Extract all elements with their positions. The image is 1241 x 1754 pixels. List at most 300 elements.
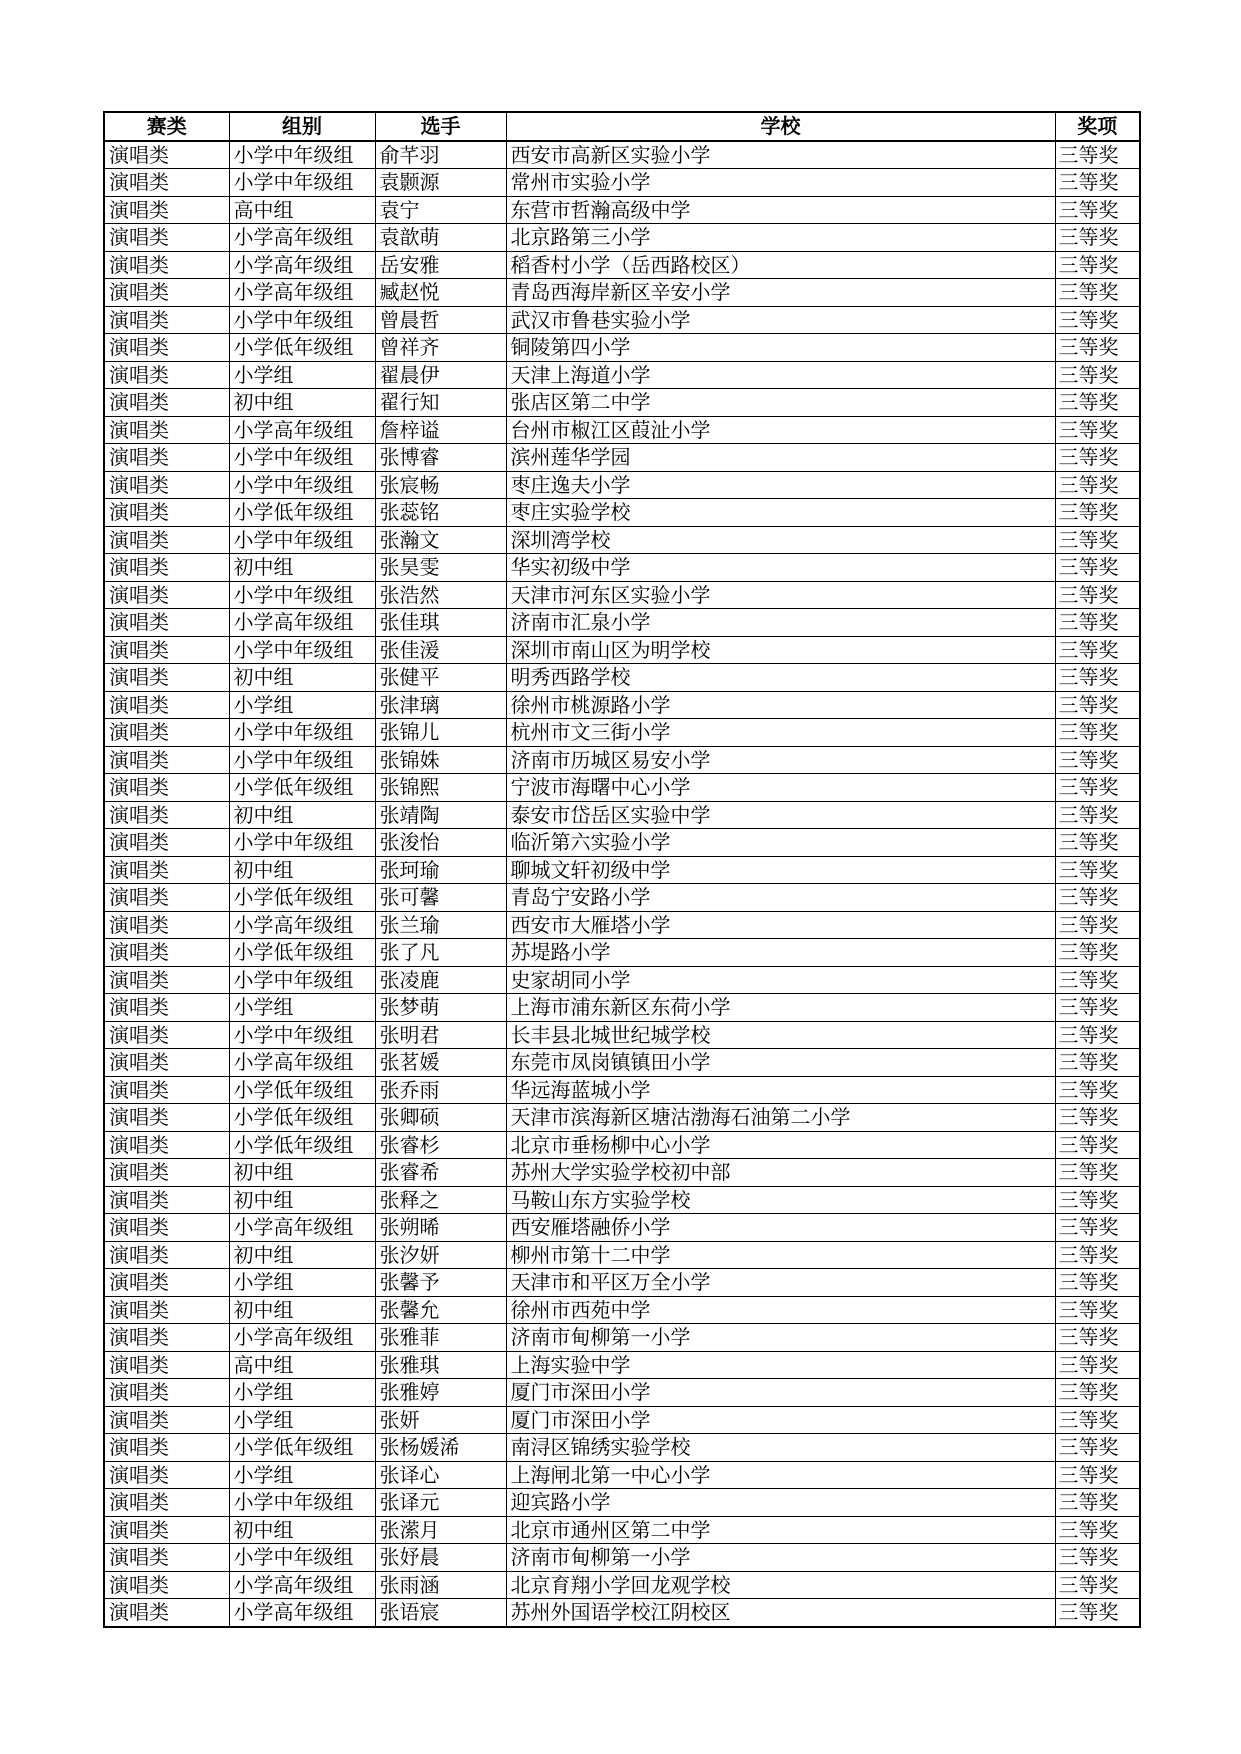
award-cell: 三等奖 [1055, 554, 1140, 582]
contestant-cell: 袁颢源 [375, 169, 506, 197]
award-cell: 三等奖 [1055, 691, 1140, 719]
group-cell: 小学低年级组 [229, 334, 375, 362]
award-cell: 三等奖 [1055, 719, 1140, 747]
table-row [104, 801, 1140, 829]
table-row [104, 664, 1140, 692]
table-row [104, 856, 1140, 884]
group-cell: 初中组 [229, 1296, 375, 1324]
table-row [104, 1186, 1140, 1214]
table-row [104, 1351, 1140, 1379]
contestant-cell: 张宸畅 [375, 471, 506, 499]
award-cell: 三等奖 [1055, 829, 1140, 857]
school-cell: 东莞市凤岗镇镇田小学 [506, 1049, 1055, 1077]
school-cell: 临沂第六实验小学 [506, 829, 1055, 857]
contestant-cell: 张译心 [375, 1461, 506, 1489]
header-school: 学校 [506, 112, 1055, 141]
group-cell: 高中组 [229, 196, 375, 224]
contestant-cell: 张了凡 [375, 939, 506, 967]
category-cell: 演唱类 [104, 1434, 229, 1462]
award-cell: 三等奖 [1055, 884, 1140, 912]
school-cell: 天津市滨海新区塘沽渤海石油第二小学 [506, 1104, 1055, 1132]
table-row [104, 939, 1140, 967]
category-cell: 演唱类 [104, 251, 229, 279]
contestant-cell: 张可馨 [375, 884, 506, 912]
table-row [104, 1599, 1140, 1627]
category-cell: 演唱类 [104, 279, 229, 307]
group-cell: 小学中年级组 [229, 526, 375, 554]
award-cell: 三等奖 [1055, 389, 1140, 417]
group-cell: 小学中年级组 [229, 966, 375, 994]
group-cell: 小学中年级组 [229, 581, 375, 609]
category-cell: 演唱类 [104, 224, 229, 252]
category-cell: 演唱类 [104, 1379, 229, 1407]
award-cell: 三等奖 [1055, 1379, 1140, 1407]
award-cell: 三等奖 [1055, 994, 1140, 1022]
contestant-cell: 张朔晞 [375, 1214, 506, 1242]
contestant-cell: 曾祥齐 [375, 334, 506, 362]
table-row [104, 389, 1140, 417]
group-cell: 小学高年级组 [229, 1571, 375, 1599]
contestant-cell: 张蕊铭 [375, 499, 506, 527]
school-cell: 苏堤路小学 [506, 939, 1055, 967]
school-cell: 济南市汇泉小学 [506, 609, 1055, 637]
school-cell: 柳州市第十二中学 [506, 1241, 1055, 1269]
category-cell: 演唱类 [104, 1296, 229, 1324]
table-row [104, 719, 1140, 747]
award-cell: 三等奖 [1055, 361, 1140, 389]
contestant-cell: 张锦姝 [375, 746, 506, 774]
table-body [104, 141, 1140, 1627]
group-cell: 小学高年级组 [229, 1049, 375, 1077]
group-cell: 小学中年级组 [229, 1021, 375, 1049]
category-cell: 演唱类 [104, 1599, 229, 1627]
group-cell: 小学组 [229, 361, 375, 389]
award-cell: 三等奖 [1055, 1489, 1140, 1517]
table-row [104, 1516, 1140, 1544]
contestant-cell: 张汐妍 [375, 1241, 506, 1269]
category-cell: 演唱类 [104, 1104, 229, 1132]
award-cell: 三等奖 [1055, 1104, 1140, 1132]
school-cell: 北京市通州区第二中学 [506, 1516, 1055, 1544]
award-cell: 三等奖 [1055, 306, 1140, 334]
contestant-cell: 张雨涵 [375, 1571, 506, 1599]
table-row [104, 1049, 1140, 1077]
group-cell: 高中组 [229, 1351, 375, 1379]
contestant-cell: 张佳琪 [375, 609, 506, 637]
category-cell: 演唱类 [104, 1571, 229, 1599]
school-cell: 稻香村小学（岳西路校区） [506, 251, 1055, 279]
category-cell: 演唱类 [104, 1269, 229, 1297]
school-cell: 北京育翔小学回龙观学校 [506, 1571, 1055, 1599]
category-cell: 演唱类 [104, 141, 229, 169]
category-cell: 演唱类 [104, 444, 229, 472]
school-cell: 张店区第二中学 [506, 389, 1055, 417]
award-cell: 三等奖 [1055, 1296, 1140, 1324]
group-cell: 小学中年级组 [229, 636, 375, 664]
award-table [103, 111, 1141, 1628]
contestant-cell: 张馨允 [375, 1296, 506, 1324]
contestant-cell: 张凌鹿 [375, 966, 506, 994]
contestant-cell: 张馨予 [375, 1269, 506, 1297]
school-cell: 迎宾路小学 [506, 1489, 1055, 1517]
table-row [104, 416, 1140, 444]
category-cell: 演唱类 [104, 1076, 229, 1104]
school-cell: 华实初级中学 [506, 554, 1055, 582]
school-cell: 深圳市南山区为明学校 [506, 636, 1055, 664]
award-cell: 三等奖 [1055, 1461, 1140, 1489]
school-cell: 苏州大学实验学校初中部 [506, 1159, 1055, 1187]
group-cell: 小学中年级组 [229, 1544, 375, 1572]
table-row [104, 1434, 1140, 1462]
table-row [104, 1159, 1140, 1187]
contestant-cell: 张妍 [375, 1406, 506, 1434]
category-cell: 演唱类 [104, 169, 229, 197]
category-cell: 演唱类 [104, 1049, 229, 1077]
table-row [104, 691, 1140, 719]
group-cell: 初中组 [229, 554, 375, 582]
table-row [104, 1131, 1140, 1159]
school-cell: 深圳湾学校 [506, 526, 1055, 554]
table-row [104, 1461, 1140, 1489]
contestant-cell: 张明君 [375, 1021, 506, 1049]
table-row [104, 994, 1140, 1022]
group-cell: 小学低年级组 [229, 884, 375, 912]
header-row [104, 112, 1140, 141]
group-cell: 初中组 [229, 1241, 375, 1269]
table-row [104, 196, 1140, 224]
award-cell: 三等奖 [1055, 911, 1140, 939]
award-cell: 三等奖 [1055, 196, 1140, 224]
table-row [104, 911, 1140, 939]
table-row [104, 1544, 1140, 1572]
award-cell: 三等奖 [1055, 141, 1140, 169]
contestant-cell: 张茗媛 [375, 1049, 506, 1077]
award-cell: 三等奖 [1055, 224, 1140, 252]
group-cell: 小学组 [229, 994, 375, 1022]
table-row [104, 636, 1140, 664]
header-group: 组别 [229, 112, 375, 141]
table-row [104, 774, 1140, 802]
school-cell: 枣庄逸夫小学 [506, 471, 1055, 499]
group-cell: 初中组 [229, 389, 375, 417]
table-row [104, 1324, 1140, 1352]
award-cell: 三等奖 [1055, 1351, 1140, 1379]
contestant-cell: 张浩然 [375, 581, 506, 609]
table-row [104, 471, 1140, 499]
school-cell: 西安市大雁塔小学 [506, 911, 1055, 939]
group-cell: 小学高年级组 [229, 251, 375, 279]
group-cell: 小学低年级组 [229, 774, 375, 802]
group-cell: 初中组 [229, 1186, 375, 1214]
table-row [104, 169, 1140, 197]
contestant-cell: 袁歆萌 [375, 224, 506, 252]
group-cell: 初中组 [229, 1516, 375, 1544]
award-cell: 三等奖 [1055, 1571, 1140, 1599]
award-cell: 三等奖 [1055, 1214, 1140, 1242]
table-row [104, 746, 1140, 774]
category-cell: 演唱类 [104, 1186, 229, 1214]
category-cell: 演唱类 [104, 911, 229, 939]
school-cell: 北京路第三小学 [506, 224, 1055, 252]
category-cell: 演唱类 [104, 306, 229, 334]
group-cell: 小学高年级组 [229, 1214, 375, 1242]
group-cell: 小学低年级组 [229, 1076, 375, 1104]
award-cell: 三等奖 [1055, 279, 1140, 307]
school-cell: 武汉市鲁巷实验小学 [506, 306, 1055, 334]
table-row [104, 306, 1140, 334]
school-cell: 北京市垂杨柳中心小学 [506, 1131, 1055, 1159]
award-cell: 三等奖 [1055, 1599, 1140, 1627]
contestant-cell: 曾晨哲 [375, 306, 506, 334]
table-row [104, 334, 1140, 362]
group-cell: 初中组 [229, 1159, 375, 1187]
contestant-cell: 张雅琪 [375, 1351, 506, 1379]
category-cell: 演唱类 [104, 1351, 229, 1379]
group-cell: 小学中年级组 [229, 719, 375, 747]
contestant-cell: 袁宁 [375, 196, 506, 224]
school-cell: 史家胡同小学 [506, 966, 1055, 994]
group-cell: 小学组 [229, 1406, 375, 1434]
award-cell: 三等奖 [1055, 444, 1140, 472]
contestant-cell: 张杨媛浠 [375, 1434, 506, 1462]
school-cell: 枣庄实验学校 [506, 499, 1055, 527]
award-cell: 三等奖 [1055, 609, 1140, 637]
school-cell: 天津市河东区实验小学 [506, 581, 1055, 609]
contestant-cell: 翟晨伊 [375, 361, 506, 389]
group-cell: 小学低年级组 [229, 1434, 375, 1462]
table-row [104, 444, 1140, 472]
school-cell: 徐州市桃源路小学 [506, 691, 1055, 719]
group-cell: 小学高年级组 [229, 224, 375, 252]
group-cell: 小学中年级组 [229, 746, 375, 774]
category-cell: 演唱类 [104, 581, 229, 609]
table-row [104, 1214, 1140, 1242]
group-cell: 小学组 [229, 691, 375, 719]
category-cell: 演唱类 [104, 416, 229, 444]
category-cell: 演唱类 [104, 774, 229, 802]
school-cell: 马鞍山东方实验学校 [506, 1186, 1055, 1214]
group-cell: 小学高年级组 [229, 609, 375, 637]
table-row [104, 609, 1140, 637]
contestant-cell: 张译元 [375, 1489, 506, 1517]
school-cell: 西安市高新区实验小学 [506, 141, 1055, 169]
school-cell: 厦门市深田小学 [506, 1406, 1055, 1434]
category-cell: 演唱类 [104, 609, 229, 637]
contestant-cell: 张卿硕 [375, 1104, 506, 1132]
table-row [104, 1104, 1140, 1132]
group-cell: 小学中年级组 [229, 141, 375, 169]
group-cell: 初中组 [229, 801, 375, 829]
table-row [104, 1571, 1140, 1599]
school-cell: 滨州莲华学园 [506, 444, 1055, 472]
contestant-cell: 张昊雯 [375, 554, 506, 582]
award-cell: 三等奖 [1055, 526, 1140, 554]
award-cell: 三等奖 [1055, 581, 1140, 609]
contestant-cell: 张锦熙 [375, 774, 506, 802]
group-cell: 小学组 [229, 1379, 375, 1407]
category-cell: 演唱类 [104, 471, 229, 499]
table-row [104, 1076, 1140, 1104]
group-cell: 小学中年级组 [229, 306, 375, 334]
group-cell: 小学高年级组 [229, 279, 375, 307]
school-cell: 上海实验中学 [506, 1351, 1055, 1379]
school-cell: 青岛西海岸新区辛安小学 [506, 279, 1055, 307]
school-cell: 上海闸北第一中心小学 [506, 1461, 1055, 1489]
category-cell: 演唱类 [104, 884, 229, 912]
table-row [104, 884, 1140, 912]
contestant-cell: 张睿希 [375, 1159, 506, 1187]
award-cell: 三等奖 [1055, 1269, 1140, 1297]
award-cell: 三等奖 [1055, 1021, 1140, 1049]
award-cell: 三等奖 [1055, 801, 1140, 829]
contestant-cell: 张梦萌 [375, 994, 506, 1022]
award-cell: 三等奖 [1055, 939, 1140, 967]
group-cell: 小学中年级组 [229, 829, 375, 857]
school-cell: 厦门市深田小学 [506, 1379, 1055, 1407]
school-cell: 济南市甸柳第一小学 [506, 1544, 1055, 1572]
group-cell: 小学低年级组 [229, 1104, 375, 1132]
category-cell: 演唱类 [104, 1214, 229, 1242]
award-cell: 三等奖 [1055, 1159, 1140, 1187]
category-cell: 演唱类 [104, 829, 229, 857]
table-row [104, 251, 1140, 279]
award-cell: 三等奖 [1055, 664, 1140, 692]
school-cell: 明秀西路学校 [506, 664, 1055, 692]
category-cell: 演唱类 [104, 746, 229, 774]
table-row [104, 1021, 1140, 1049]
table-row [104, 581, 1140, 609]
award-cell: 三等奖 [1055, 1516, 1140, 1544]
award-list-sheet [103, 111, 1139, 1628]
group-cell: 初中组 [229, 856, 375, 884]
category-cell: 演唱类 [104, 499, 229, 527]
group-cell: 小学中年级组 [229, 1489, 375, 1517]
contestant-cell: 张博睿 [375, 444, 506, 472]
contestant-cell: 张珂瑜 [375, 856, 506, 884]
school-cell: 南浔区锦绣实验学校 [506, 1434, 1055, 1462]
category-cell: 演唱类 [104, 361, 229, 389]
table-row [104, 499, 1140, 527]
group-cell: 小学高年级组 [229, 416, 375, 444]
table-row [104, 1241, 1140, 1269]
school-cell: 济南市历城区易安小学 [506, 746, 1055, 774]
header-award: 奖项 [1055, 112, 1140, 141]
category-cell: 演唱类 [104, 719, 229, 747]
contestant-cell: 张睿杉 [375, 1131, 506, 1159]
school-cell: 天津市和平区万全小学 [506, 1269, 1055, 1297]
award-cell: 三等奖 [1055, 334, 1140, 362]
table-row [104, 279, 1140, 307]
category-cell: 演唱类 [104, 664, 229, 692]
group-cell: 小学组 [229, 1461, 375, 1489]
category-cell: 演唱类 [104, 554, 229, 582]
category-cell: 演唱类 [104, 939, 229, 967]
school-cell: 济南市甸柳第一小学 [506, 1324, 1055, 1352]
contestant-cell: 张佳湲 [375, 636, 506, 664]
header-category: 赛类 [104, 112, 229, 141]
award-cell: 三等奖 [1055, 499, 1140, 527]
contestant-cell: 张雅菲 [375, 1324, 506, 1352]
group-cell: 小学高年级组 [229, 911, 375, 939]
table-row [104, 1269, 1140, 1297]
school-cell: 苏州外国语学校江阴校区 [506, 1599, 1055, 1627]
award-cell: 三等奖 [1055, 856, 1140, 884]
category-cell: 演唱类 [104, 1324, 229, 1352]
school-cell: 铜陵第四小学 [506, 334, 1055, 362]
header-contestant: 选手 [375, 112, 506, 141]
group-cell: 小学中年级组 [229, 169, 375, 197]
group-cell: 小学中年级组 [229, 444, 375, 472]
table-row [104, 224, 1140, 252]
table-row [104, 1489, 1140, 1517]
category-cell: 演唱类 [104, 856, 229, 884]
category-cell: 演唱类 [104, 334, 229, 362]
contestant-cell: 张浚怡 [375, 829, 506, 857]
school-cell: 青岛宁安路小学 [506, 884, 1055, 912]
contestant-cell: 张瀚文 [375, 526, 506, 554]
award-cell: 三等奖 [1055, 1544, 1140, 1572]
school-cell: 泰安市岱岳区实验中学 [506, 801, 1055, 829]
award-cell: 三等奖 [1055, 966, 1140, 994]
category-cell: 演唱类 [104, 1516, 229, 1544]
contestant-cell: 张乔雨 [375, 1076, 506, 1104]
school-cell: 华远海蓝城小学 [506, 1076, 1055, 1104]
contestant-cell: 臧赵悦 [375, 279, 506, 307]
table-row [104, 526, 1140, 554]
award-cell: 三等奖 [1055, 636, 1140, 664]
table-row [104, 1296, 1140, 1324]
category-cell: 演唱类 [104, 1021, 229, 1049]
contestant-cell: 张潆月 [375, 1516, 506, 1544]
school-cell: 西安雁塔融侨小学 [506, 1214, 1055, 1242]
school-cell: 上海市浦东新区东荷小学 [506, 994, 1055, 1022]
contestant-cell: 张妤晨 [375, 1544, 506, 1572]
school-cell: 徐州市西苑中学 [506, 1296, 1055, 1324]
award-cell: 三等奖 [1055, 1434, 1140, 1462]
table-row [104, 829, 1140, 857]
category-cell: 演唱类 [104, 389, 229, 417]
group-cell: 小学中年级组 [229, 471, 375, 499]
group-cell: 小学高年级组 [229, 1324, 375, 1352]
contestant-cell: 张健平 [375, 664, 506, 692]
table-row [104, 361, 1140, 389]
school-cell: 常州市实验小学 [506, 169, 1055, 197]
school-cell: 聊城文轩初级中学 [506, 856, 1055, 884]
contestant-cell: 张靖陶 [375, 801, 506, 829]
table-row [104, 966, 1140, 994]
contestant-cell: 詹梓谥 [375, 416, 506, 444]
contestant-cell: 岳安雅 [375, 251, 506, 279]
category-cell: 演唱类 [104, 1544, 229, 1572]
contestant-cell: 张兰瑜 [375, 911, 506, 939]
school-cell: 东营市哲瀚高级中学 [506, 196, 1055, 224]
group-cell: 小学低年级组 [229, 499, 375, 527]
group-cell: 小学高年级组 [229, 1599, 375, 1627]
category-cell: 演唱类 [104, 966, 229, 994]
category-cell: 演唱类 [104, 1131, 229, 1159]
category-cell: 演唱类 [104, 801, 229, 829]
contestant-cell: 张释之 [375, 1186, 506, 1214]
group-cell: 小学低年级组 [229, 1131, 375, 1159]
contestant-cell: 张语宸 [375, 1599, 506, 1627]
category-cell: 演唱类 [104, 1241, 229, 1269]
school-cell: 宁波市海曙中心小学 [506, 774, 1055, 802]
category-cell: 演唱类 [104, 1406, 229, 1434]
contestant-cell: 张锦儿 [375, 719, 506, 747]
table-row [104, 1379, 1140, 1407]
category-cell: 演唱类 [104, 994, 229, 1022]
award-cell: 三等奖 [1055, 471, 1140, 499]
